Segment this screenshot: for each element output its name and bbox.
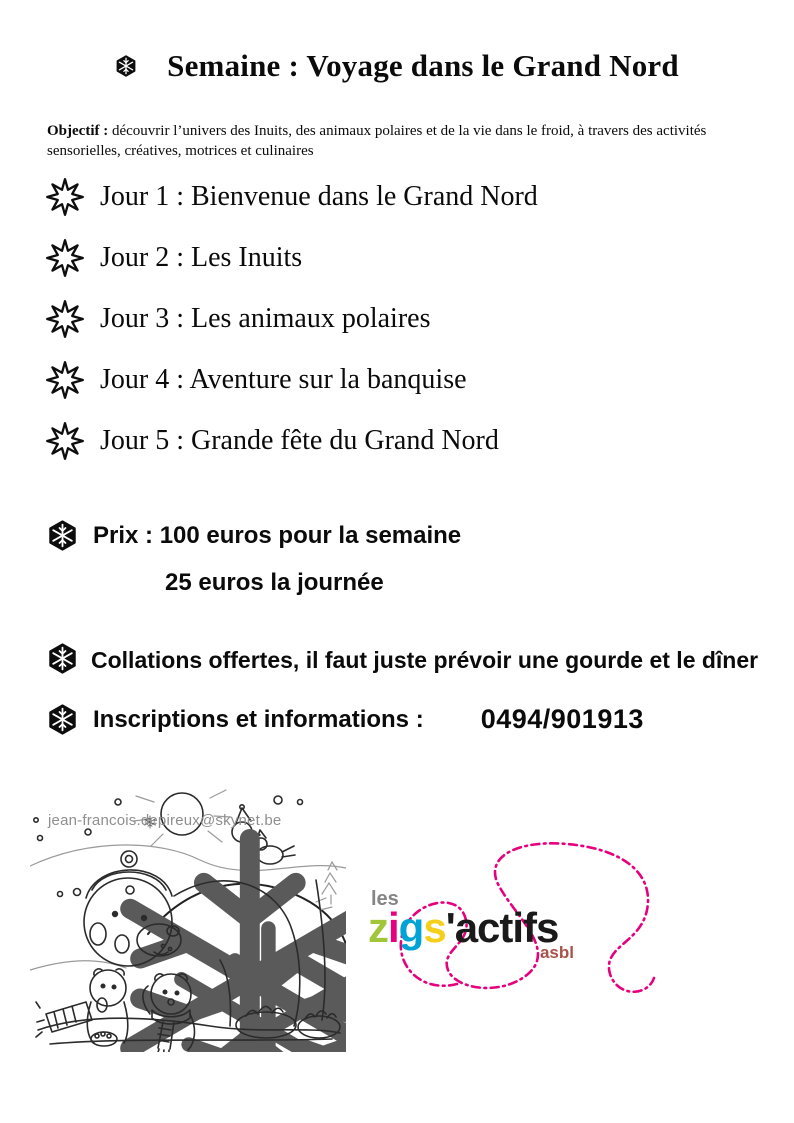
zigs-actifs-logo [362,832,680,1022]
star-snowflake-icon [45,238,85,278]
polar-bears-drawing [30,762,346,1052]
phone-number: 0494/901913 [480,704,644,734]
day-label: Jour 3 : Les animaux polaires [100,302,431,334]
objective-label: Objectif : [47,123,109,139]
day-label: Jour 5 : Grande fête du Grand Nord [100,424,499,456]
price-day: 25 euros la journée [165,569,384,596]
day-item-4 [45,349,538,410]
snacks-line [47,640,759,680]
star-snowflake-icon [45,299,85,339]
registration-line [47,704,644,735]
logo-asbl: asbl [539,943,574,962]
logo-actifs: actifs [454,904,559,951]
snowflake-bullet-icon [47,704,78,735]
snowflake-icon [115,55,137,77]
logo-les: les [371,888,399,910]
logo-letter-s: s [423,904,446,951]
day-label: Jour 1 : Bienvenue dans le Grand Nord [100,180,538,212]
day-list [45,166,538,471]
day-item-2 [45,227,538,288]
contact-email: jean-francois.depireux@skynet.be [48,812,282,829]
logo-letter-g: g [398,904,424,951]
snacks-text: Collations offertes, il faut juste prévoir une gourde et le dîner [91,647,759,673]
day-item-1 [45,166,538,227]
day-item-5 [45,410,538,471]
logo-apostrophe: ' [445,904,455,951]
objective-text: découvrir l’univers des Inuits, des animaux polaires et de la vie dans le froid, à travers des activités sensorielles, créatives, motrices et culinaires [47,123,707,160]
title-row [0,48,794,84]
page-title: Semaine : Voyage dans le Grand Nord [167,48,679,83]
day-label: Jour 2 : Les Inuits [100,241,303,273]
registration-label: Inscriptions et informations : [93,705,424,733]
snowflake-bullet-icon [47,643,78,674]
objective-paragraph [47,121,712,162]
star-snowflake-icon [45,177,85,217]
price-line [47,520,461,551]
polar-bears-illustration [30,762,346,1052]
day-item-3 [45,288,538,349]
star-snowflake-icon [45,421,85,461]
snowflake-bullet-icon [47,520,78,551]
logo-letter-z: z [368,904,388,951]
logo-text [368,888,576,963]
price-week: Prix : 100 euros pour la semaine [93,521,462,549]
star-snowflake-icon [45,360,85,400]
logo-letter-i: i [388,904,399,951]
day-label: Jour 4 : Aventure sur la banquise [100,363,467,395]
